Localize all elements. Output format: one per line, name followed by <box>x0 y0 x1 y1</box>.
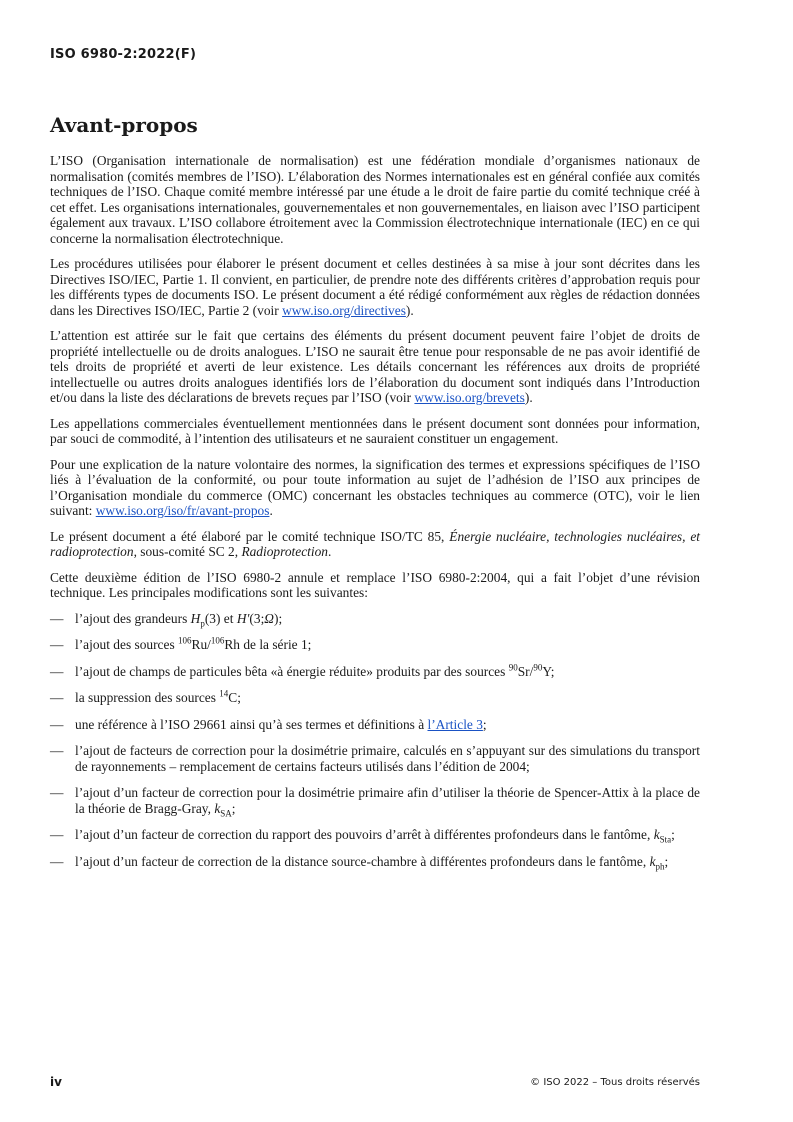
list-dash: — <box>50 827 64 842</box>
section-title: Avant-propos <box>50 113 198 137</box>
list-item: — l’ajout d’un facteur de correction du rapport des pouvoirs d’arrêt à différentes profondeurs dans le fantôme, $k_{Sta}$; <box>50 827 675 845</box>
list-dash: — <box>50 785 64 800</box>
paragraph-patents: L’attention est attirée sur le fait que certains des éléments du présent document peuvent faire l’objet de droits de propriété intellectuelle ou de droits analogues. L’ISO ne saurait être tenue pour responsable de ne pas avoir identifié de tels droits de propriété et averti de leur existence. Les détails concernant les références aux droits de propriété intellectuelle ou autres droits analogues identifiés lors de l’élaboration du document sont indiqués dans l’Introduction et/ou dans la liste des déclarations de brevets reçues par l’ISO (voir www.iso.org/brevets). <box>50 328 700 405</box>
list-item: — une référence à l’ISO 29661 ainsi qu’à ses termes et définitions à l’Article 3; <box>50 716 487 732</box>
page-number: iv <box>50 1075 62 1089</box>
paragraph-trade-names: Les appellations commerciales éventuellement mentionnées dans le présent document sont données pour information, par souci de commodité, à l’intention des utilisateurs et ne sauraient constituer un engagement. <box>50 415 700 446</box>
list-dash: — <box>50 663 64 679</box>
list-item: — l’ajout de champs de particules bêta «à énergie réduite» produits par des sources $^{90}$Sr/$^{90}$Y; <box>50 662 555 679</box>
article-3-link[interactable]: l’Article 3 <box>427 716 483 732</box>
patents-link[interactable]: www.iso.org/brevets <box>414 390 525 405</box>
foreword-body <box>50 153 700 880</box>
list-item: — l’ajout des sources $^{106}$Ru/$^{106}$Rh de la série 1; <box>50 635 312 652</box>
list-item: — la suppression des sources $^{14}$C; <box>50 688 241 705</box>
list-item: — l’ajout d’un facteur de correction de la distance source-chambre à différentes profondeurs dans le fantôme, $k_{ph}$; <box>50 853 669 872</box>
document-page <box>50 0 700 1122</box>
document-id-header: ISO 6980-2:2022(F) <box>50 47 197 62</box>
list-item: — l’ajout de facteurs de correction pour la dosimétrie primaire, calculés en s’appuyant sur des simulations du transport de rayonnements – remplacement de certains facteurs utilisés dans l’édition de 2004; <box>50 743 700 774</box>
changes-list <box>50 611 700 870</box>
list-item: — l’ajout d’un facteur de correction pour la dosimétrie primaire afin d’utiliser la théorie de Spencer-Attix à la place de la théorie de Bragg-Gray, $k_{SA}$; <box>50 785 700 819</box>
paragraph-committee: Le présent document a été élaboré par le comité technique ISO/TC 85, Énergie nucléaire, technologies nucléaires, et radioprotection, sous-comité SC 2, Radioprotection. <box>50 528 700 559</box>
paragraph-edition: Cette deuxième édition de l’ISO 6980-2 annule et remplace l’ISO 6980-2:2004, qui a fait l’objet d’une révision technique. Les principales modifications sont les suivantes: <box>50 569 700 600</box>
list-dash: — <box>50 637 64 652</box>
list-dash: — <box>50 716 64 732</box>
copyright-notice: © ISO 2022 – Tous droits réservés <box>530 1077 700 1088</box>
paragraph-voluntary-nature: Pour une explication de la nature volontaire des normes, la signification des termes et expressions spécifiques de l’ISO liés à l’évaluation de la conformité, ou pour toute information au sujet de l’adhésion de l’ISO aux principes de l’Organisation mondiale du commerce (OMC) concernant les obstacles techniques au commerce (OTC), voir le lien suivant: www.iso.org/iso/fr/avant-propos. <box>50 456 700 518</box>
list-item: — l’ajout des grandeurs $H_p(3)$ et H′(3;Ω); <box>50 610 283 629</box>
directives-link[interactable]: www.iso.org/directives <box>282 302 406 318</box>
list-dash: — <box>50 743 64 758</box>
list-dash: — <box>50 690 64 705</box>
foreword-link[interactable]: www.iso.org/iso/fr/avant-propos <box>95 503 270 518</box>
list-dash: — <box>50 610 64 626</box>
paragraph-iso-intro: L’ISO (Organisation internationale de normalisation) est une fédération mondiale d’organismes nationaux de normalisation (comités membres de l’ISO). L’élaboration des Normes internationales est en général confiée aux comités techniques de l’ISO. Chaque comité membre intéressé par une étude a le droit de faire partie du comité technique créé à cet effet. Les organisations internationales, gouvernementales et non gouvernementales, en liaison avec l’ISO participent également aux travaux. L’ISO collabore étroitement avec la Commission électrotechnique internationale (IEC) en ce qui concerne la normalisation électrotechnique. <box>50 153 700 246</box>
list-dash: — <box>50 853 64 869</box>
paragraph-procedures: Les procédures utilisées pour élaborer le présent document et celles destinées à sa mise à jour sont décrites dans les Directives ISO/IEC, Partie 1. Il convient, en particulier, de prendre note des différents critères d’approbation requis pour les différents types de documents ISO. Le présent document a été rédigé conformément aux règles de rédaction données dans les Directives ISO/IEC, Partie 2 (voir www.iso.org/directives). <box>50 256 700 318</box>
